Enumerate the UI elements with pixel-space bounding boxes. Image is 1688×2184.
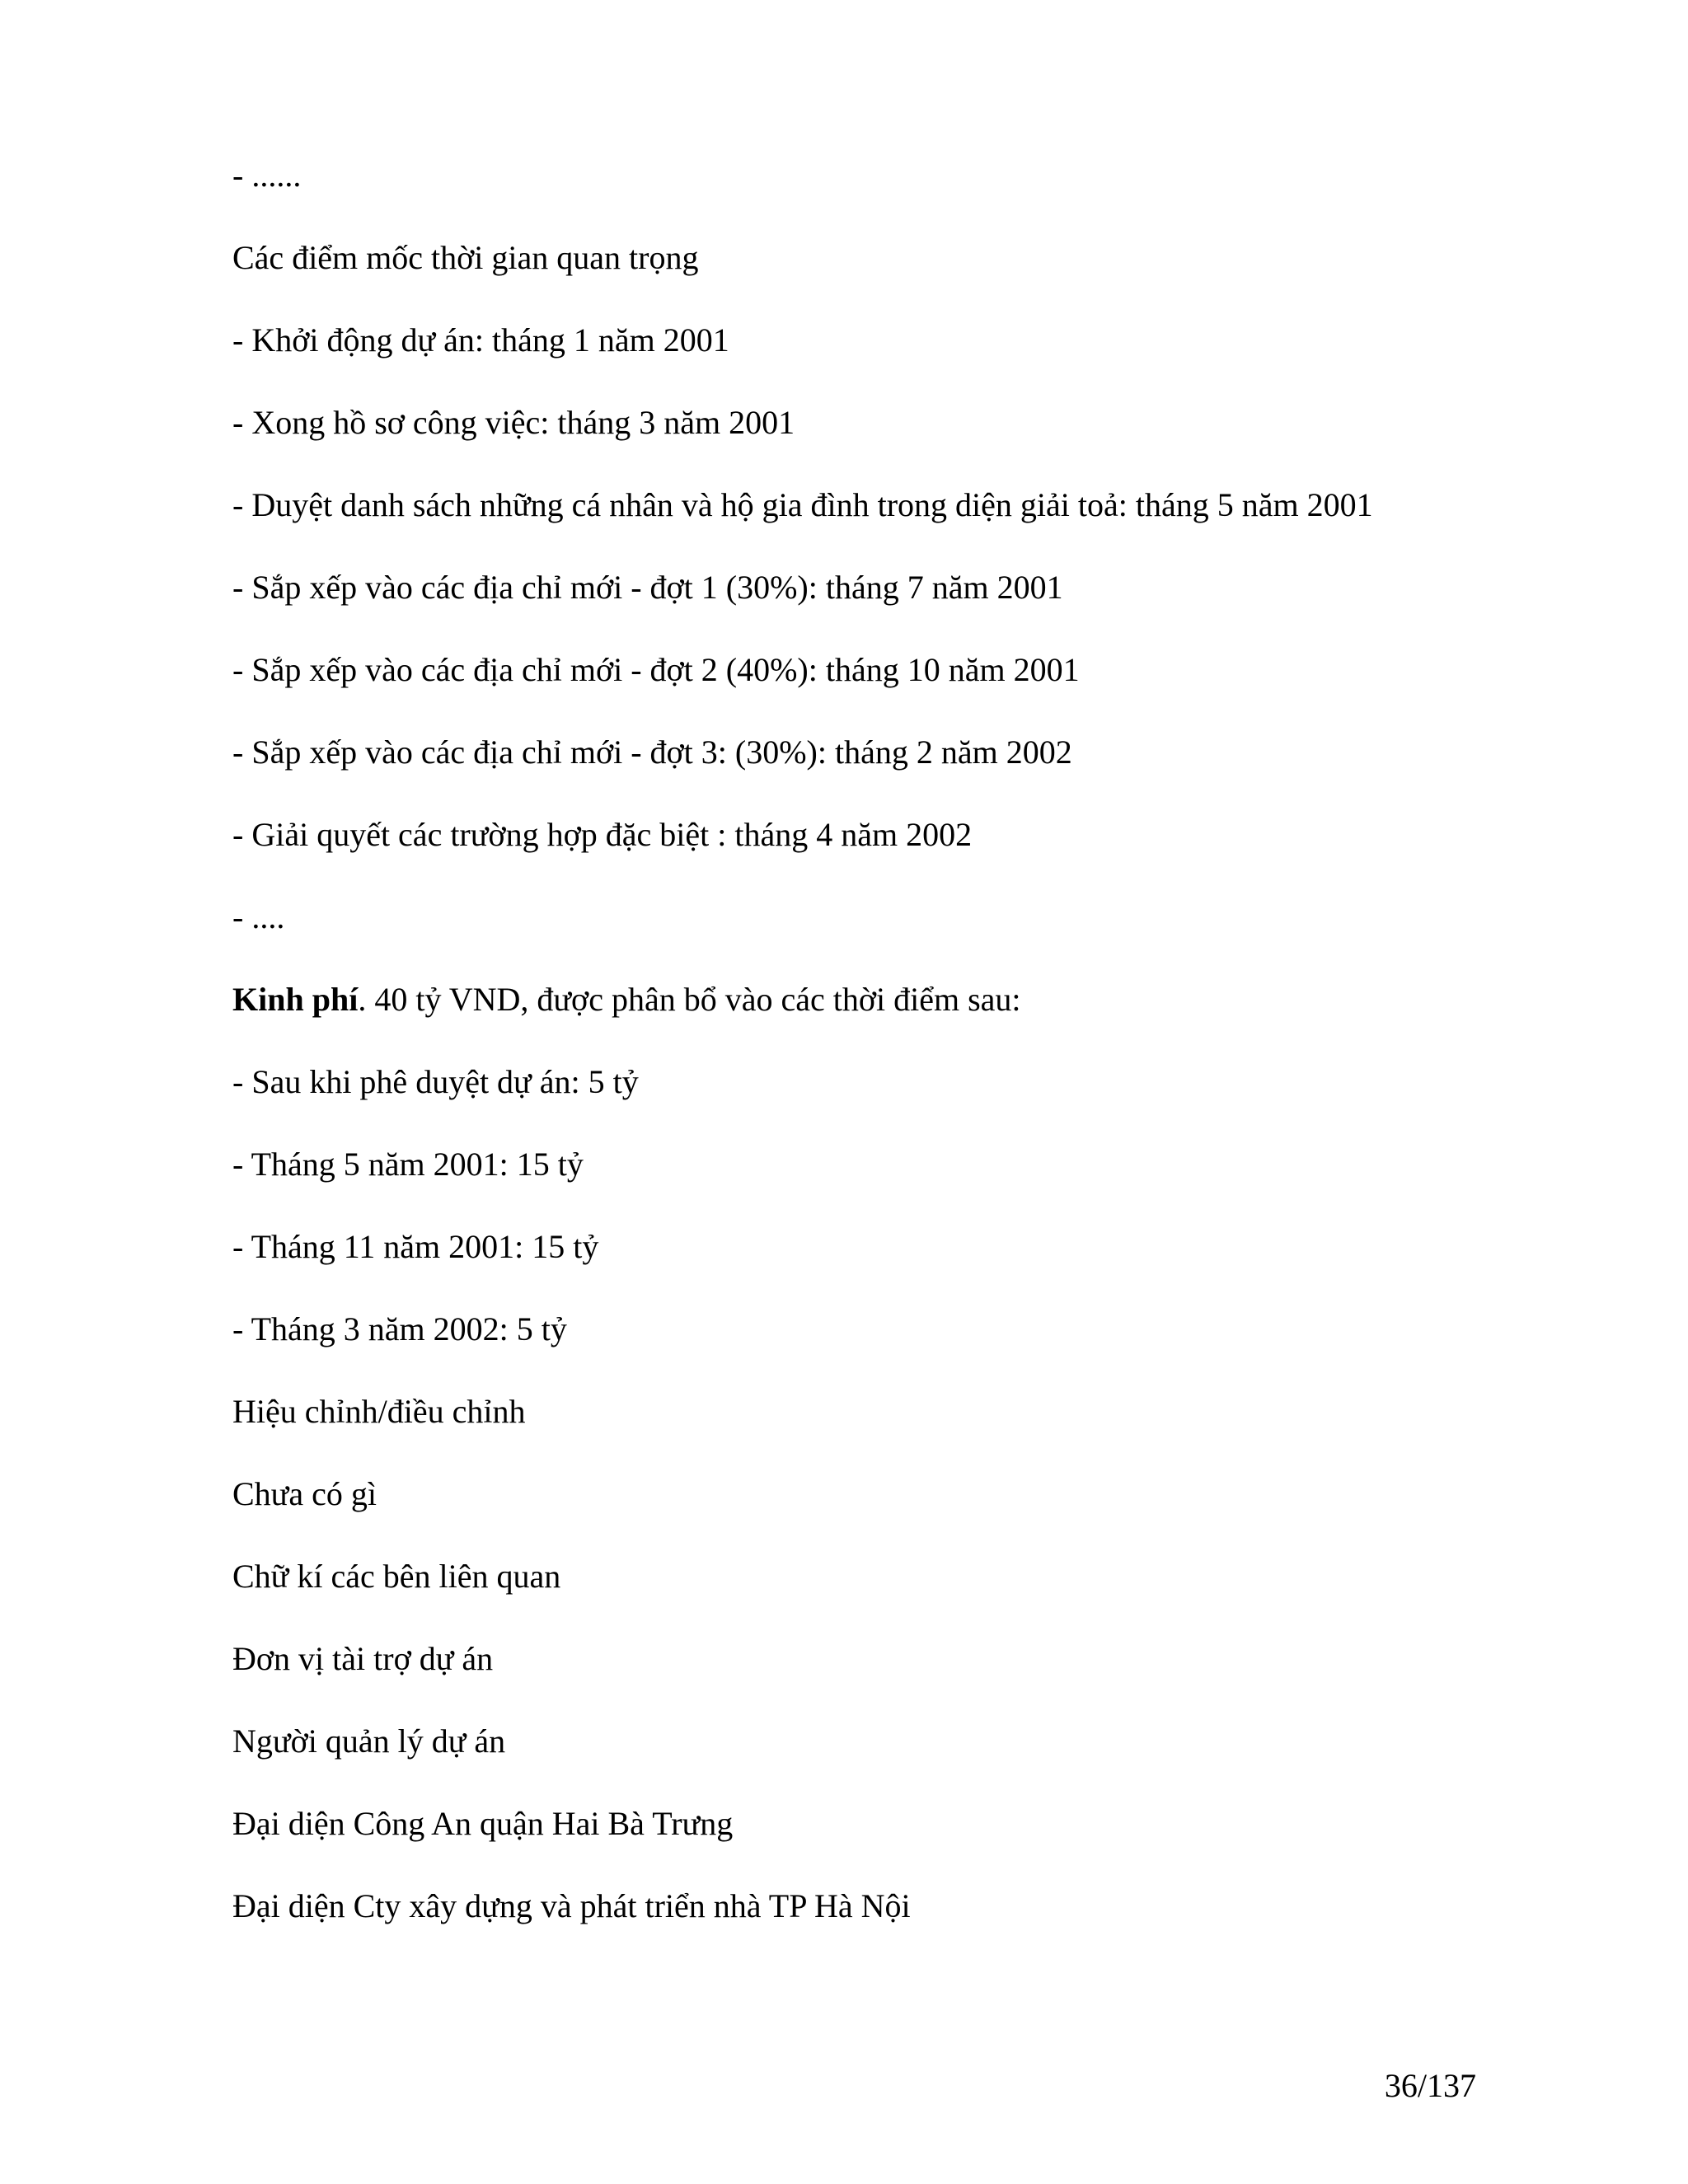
milestone-item: - Sắp xếp vào các địa chỉ mới - đợt 2 (40%): tháng 10 năm 2001 xyxy=(232,651,1080,688)
revisions-text: Chưa có gì xyxy=(232,1475,377,1512)
signatures-heading: Chữ kí các bên liên quan xyxy=(232,1558,561,1595)
signatory: Người quản lý dự án xyxy=(232,1722,506,1760)
revisions-heading: Hiệu chỉnh/điều chỉnh xyxy=(232,1393,526,1430)
signatory: Đại diện Công An quận Hai Bà Trưng xyxy=(232,1805,734,1842)
document-body xyxy=(232,159,1518,1972)
signatory: Đại diện Cty xây dựng và phát triển nhà TP Hà Nội xyxy=(232,1887,911,1924)
milestone-item: - Khởi động dự án: tháng 1 năm 2001 xyxy=(232,321,729,359)
milestone-item: - Sắp xếp vào các địa chỉ mới - đợt 3: (30%): tháng 2 năm 2002 xyxy=(232,733,1072,771)
funding-item: - Sau khi phê duyệt dự án: 5 tỷ xyxy=(232,1063,639,1100)
funding-item: - Tháng 5 năm 2001: 15 tỷ xyxy=(232,1146,584,1183)
ellipsis-line: - ...... xyxy=(232,157,302,194)
milestone-item: - Duyệt danh sách những cá nhân và hộ gia đình trong diện giải toả: tháng 5 năm 2001 xyxy=(232,486,1373,523)
page-number: 36/137 xyxy=(1384,2067,1476,2104)
funding-label: Kinh phí xyxy=(232,981,359,1018)
funding-paragraph xyxy=(232,983,1518,1016)
ellipsis-line: - .... xyxy=(232,898,285,935)
funding-text: . 40 tỷ VND, được phân bổ vào các thời điểm sau: xyxy=(358,981,1021,1018)
milestone-item: - Giải quyết các trường hợp đặc biệt : tháng 4 năm 2002 xyxy=(232,816,973,853)
milestone-item: - Xong hồ sơ công việc: tháng 3 năm 2001 xyxy=(232,404,795,441)
signatory: Đơn vị tài trợ dự án xyxy=(232,1640,494,1677)
funding-item: - Tháng 11 năm 2001: 15 tỷ xyxy=(232,1228,599,1265)
milestone-item: - Sắp xếp vào các địa chỉ mới - đợt 1 (30%): tháng 7 năm 2001 xyxy=(232,569,1063,606)
funding-item: - Tháng 3 năm 2002: 5 tỷ xyxy=(232,1310,567,1347)
milestones-heading: Các điểm mốc thời gian quan trọng xyxy=(232,239,699,276)
